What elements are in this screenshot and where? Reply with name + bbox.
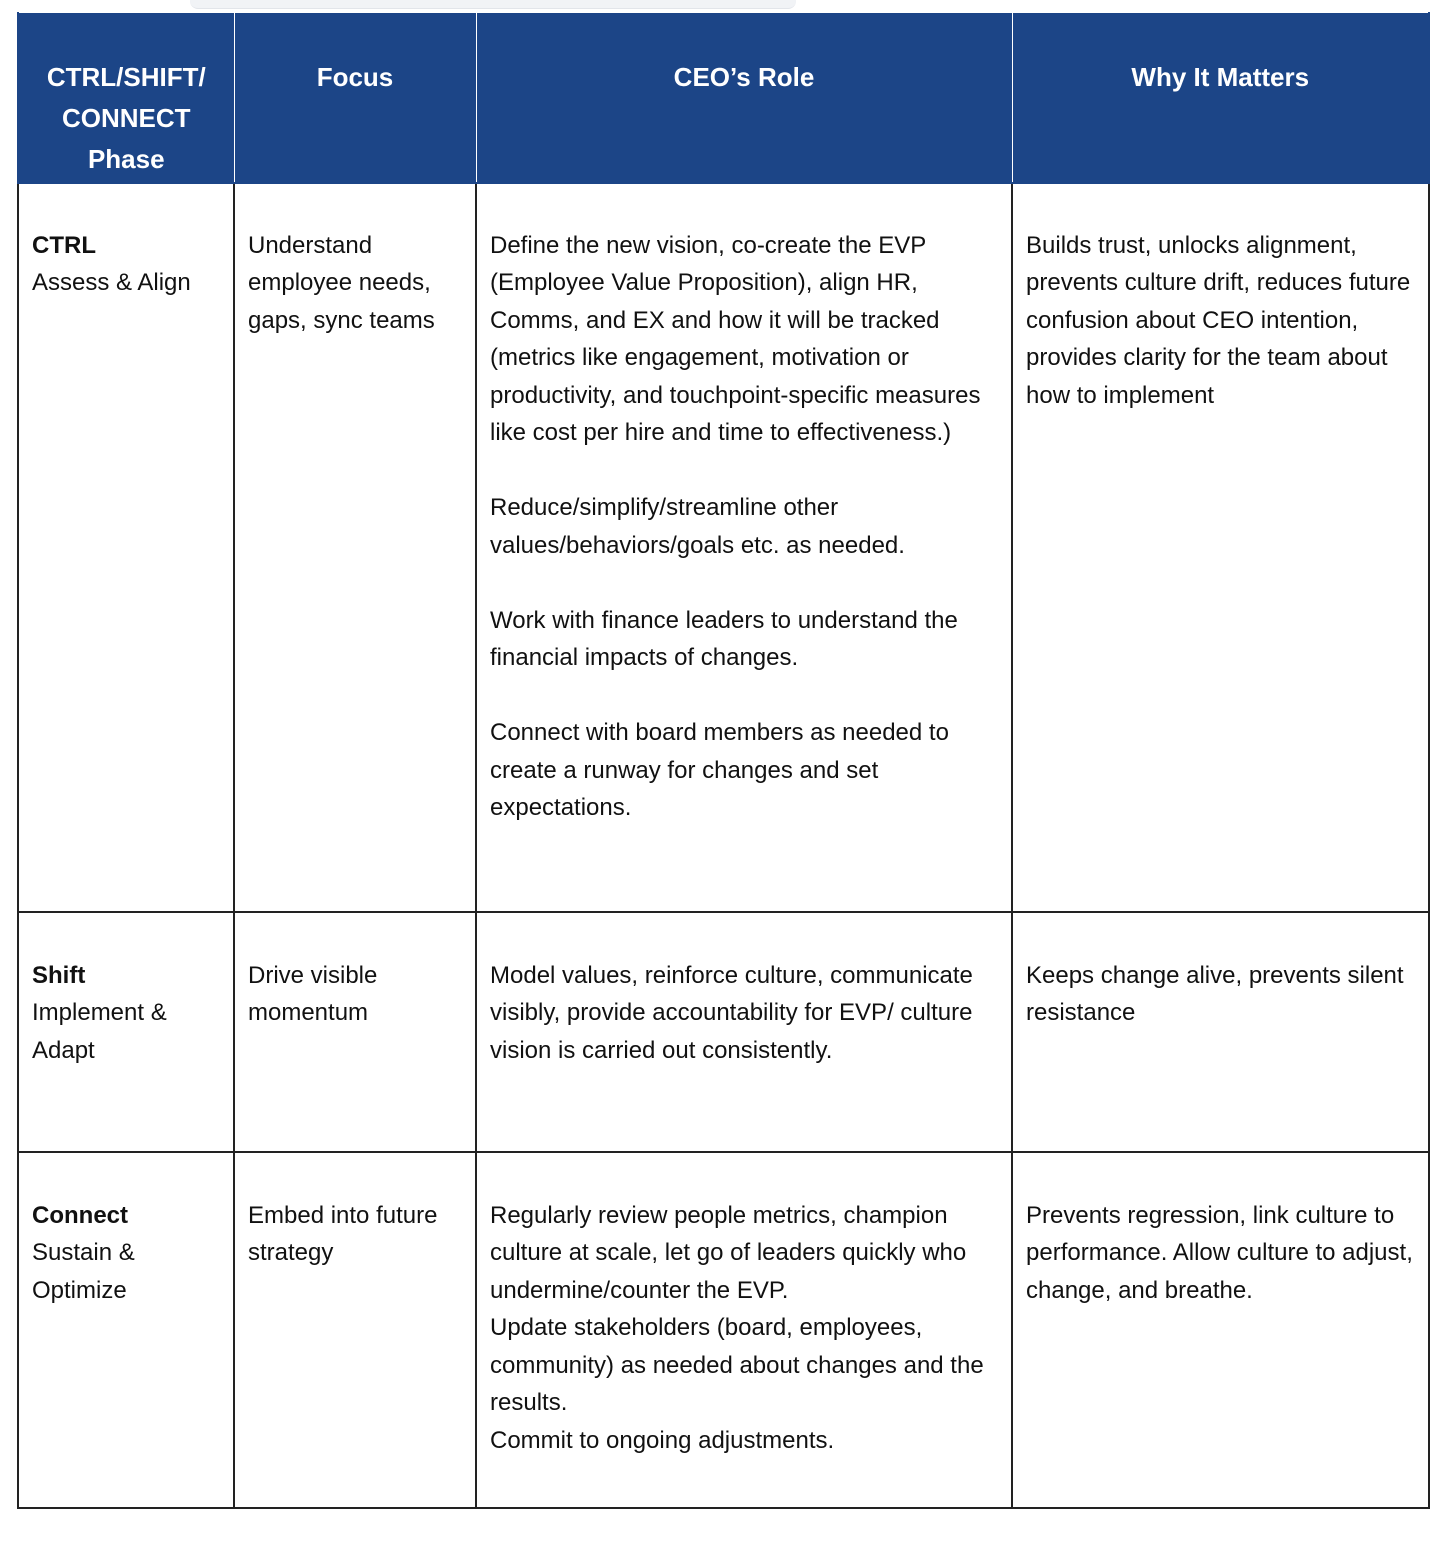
ceo-role-cell (476, 912, 1012, 1152)
header-phase: CTRL/SHIFT/ CONNECT Phase (18, 13, 234, 183)
role-line: Update stakeholders (board, employees, community) as needed about changes and the results. (490, 1314, 984, 1416)
why-cell: Keeps change alive, prevents silent resistance (1012, 912, 1429, 1152)
phase-subtitle: Implement & Adapt (32, 999, 167, 1064)
role-line: Commit to ongoing adjustments. (490, 1426, 835, 1454)
phase-name: Connect (32, 1201, 128, 1229)
table-row (18, 912, 1429, 1152)
why-cell: Builds trust, unlocks alignment, prevents culture drift, reduces future confusion about CEO intention, provides clarity for the team about how to implement (1012, 183, 1429, 912)
phase-name: CTRL (32, 231, 96, 259)
window-top-edge (190, 0, 796, 9)
role-paragraph: Define the new vision, co-create the EVP (Employee Value Proposition), align HR, Comms, and EX and how it will be tracked (metrics like engagement, motivation or productivity, and touchpoint-specific measures like cost per hire and time to effectiveness.) (490, 231, 981, 446)
phase-cell (18, 1152, 234, 1508)
table-row (18, 1152, 1429, 1508)
table-row (18, 183, 1429, 912)
phase-cell (18, 183, 234, 912)
role-paragraph: Work with finance leaders to understand the financial impacts of changes. (490, 606, 958, 671)
phase-subtitle: Assess & Align (32, 269, 191, 296)
phase-table (17, 12, 1430, 1509)
role-paragraph: Reduce/simplify/streamline other values/behaviors/goals etc. as needed. (490, 494, 905, 559)
role-paragraph: Connect with board members as needed to create a runway for changes and set expectations. (490, 719, 949, 821)
focus-cell: Understand employee needs, gaps, sync teams (234, 183, 476, 912)
ceo-role-cell (476, 183, 1012, 912)
header-why-it-matters: Why It Matters (1012, 13, 1429, 183)
focus-cell: Drive visible momentum (234, 912, 476, 1152)
header-focus: Focus (234, 13, 476, 183)
role-line: Regularly review people metrics, champion culture at scale, let go of leaders quickly who undermine/counter the EVP. (490, 1201, 967, 1304)
focus-cell: Embed into future strategy (234, 1152, 476, 1508)
why-cell: Prevents regression, link culture to performance. Allow culture to adjust, change, and breathe. (1012, 1152, 1429, 1508)
phase-name: Shift (32, 961, 86, 989)
phase-subtitle: Sustain & Optimize (32, 1239, 135, 1304)
ceo-role-cell (476, 1152, 1012, 1508)
role-paragraph: Model values, reinforce culture, communicate visibly, provide accountability for EVP/ culture vision is carried out consistently. (490, 961, 973, 1064)
header-ceo-role: CEO’s Role (476, 13, 1012, 183)
header-row (18, 13, 1429, 183)
phase-cell (18, 912, 234, 1152)
